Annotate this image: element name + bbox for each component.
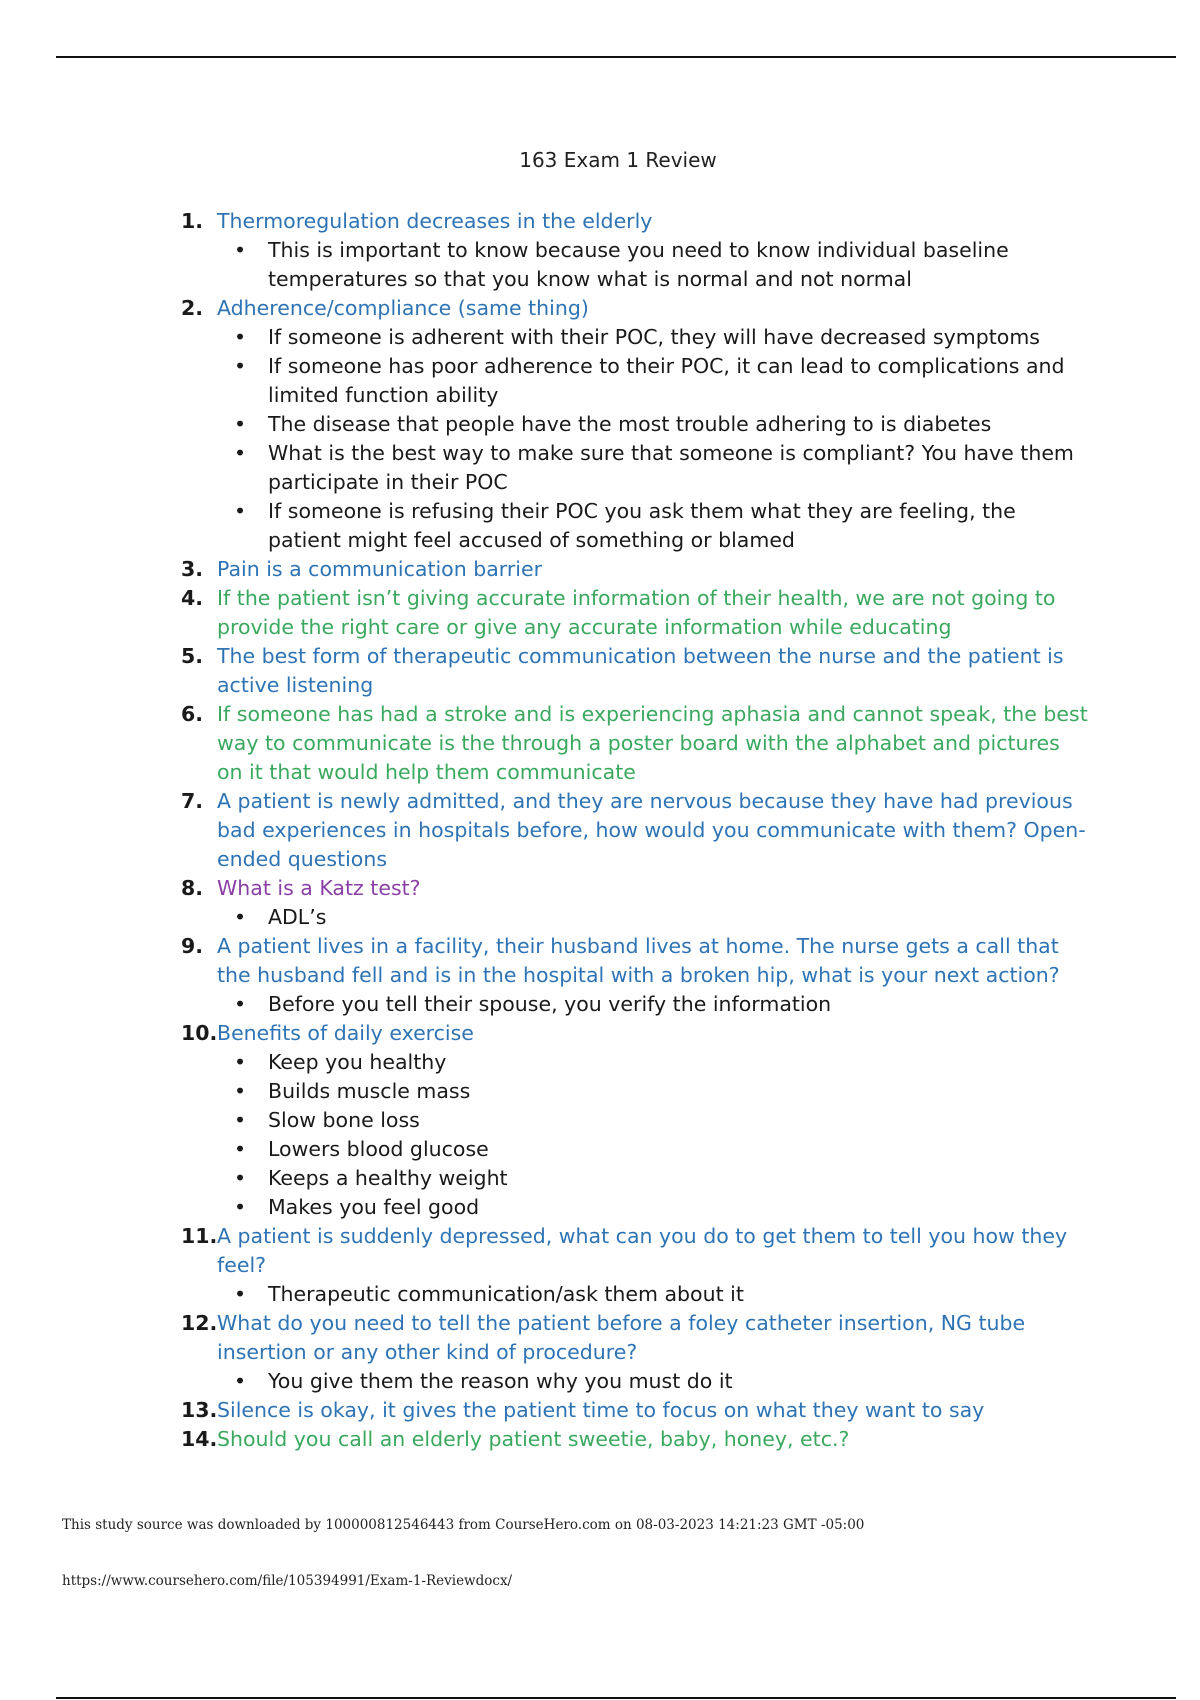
answer-bullet-list — [160, 1048, 1090, 1222]
question-number: 10. — [181, 1021, 218, 1045]
answer-bullet — [234, 410, 1090, 439]
question-text: A patient is suddenly depressed, what can you do to get them to tell you how they feel? — [217, 1224, 1068, 1277]
bullet-icon: • — [234, 1108, 247, 1132]
question-item — [160, 555, 1090, 584]
question-item — [160, 1222, 1090, 1280]
question-item — [160, 1396, 1090, 1425]
question-item — [160, 207, 1090, 236]
answer-bullet — [234, 1164, 1090, 1193]
question-number: 6. — [181, 702, 204, 726]
question-text: Adherence/compliance (same thing) — [217, 296, 589, 320]
answer-bullet — [234, 439, 1090, 497]
question-text: If someone has had a stroke and is experiencing aphasia and cannot speak, the best way to communicate is the through a poster board with the alphabet and pictures on it that would help them communicate — [217, 702, 1088, 784]
question-text: Silence is okay, it gives the patient time to focus on what they want to say — [217, 1398, 985, 1422]
answer-bullet-list — [160, 1280, 1090, 1309]
review-question-list — [160, 207, 1090, 1454]
answer-bullet — [234, 903, 1090, 932]
answer-text: If someone is refusing their POC you ask them what they are feeling, the patient might feel accused of something or blamed — [268, 499, 1016, 552]
answer-bullet — [234, 1106, 1090, 1135]
question-item — [160, 1019, 1090, 1048]
question-number: 4. — [181, 586, 204, 610]
question-text: Thermoregulation decreases in the elderly — [217, 209, 653, 233]
bullet-icon: • — [234, 1195, 247, 1219]
question-number: 14. — [181, 1427, 218, 1451]
bullet-icon: • — [234, 499, 247, 523]
question-number: 7. — [181, 789, 204, 813]
answer-text: Before you tell their spouse, you verify the information — [268, 992, 832, 1016]
question-item — [160, 932, 1090, 990]
answer-text: If someone has poor adherence to their POC, it can lead to complications and limited function ability — [268, 354, 1065, 407]
answer-bullet-list — [160, 323, 1090, 555]
bullet-icon: • — [234, 1137, 247, 1161]
answer-text: Keeps a healthy weight — [268, 1166, 508, 1190]
question-text: Benefits of daily exercise — [217, 1021, 474, 1045]
question-number: 12. — [181, 1311, 218, 1335]
answer-bullet — [234, 497, 1090, 555]
question-text: The best form of therapeutic communication between the nurse and the patient is active listening — [217, 644, 1064, 697]
question-text: A patient is newly admitted, and they are nervous because they have had previous bad experiences in hospitals before, how would you communicate with them? Open-ended questions — [217, 789, 1086, 871]
bottom-rule — [56, 1697, 1176, 1699]
question-item — [160, 584, 1090, 642]
question-item — [160, 874, 1090, 903]
answer-bullet-list — [160, 236, 1090, 294]
bullet-icon: • — [234, 441, 247, 465]
bullet-icon: • — [234, 1166, 247, 1190]
answer-bullet — [234, 1077, 1090, 1106]
question-number: 5. — [181, 644, 204, 668]
question-text: Pain is a communication barrier — [217, 557, 543, 581]
question-number: 9. — [181, 934, 204, 958]
answer-text: Slow bone loss — [268, 1108, 420, 1132]
answer-text: Keep you healthy — [268, 1050, 447, 1074]
answer-bullet — [234, 990, 1090, 1019]
answer-text: ADL’s — [268, 905, 327, 929]
answer-bullet — [234, 1367, 1090, 1396]
question-text: What is a Katz test? — [217, 876, 421, 900]
bullet-icon: • — [234, 1050, 247, 1074]
answer-text: Therapeutic communication/ask them about it — [268, 1282, 744, 1306]
question-item — [160, 700, 1090, 787]
answer-bullet — [234, 1193, 1090, 1222]
question-item — [160, 642, 1090, 700]
question-item — [160, 787, 1090, 874]
download-notice: This study source was downloaded by 100000812546443 from CourseHero.com on 08-03-2023 14:21:23 GMT -05:00 — [62, 1517, 865, 1533]
bullet-icon: • — [234, 238, 247, 262]
bullet-icon: • — [234, 905, 247, 929]
question-number: 13. — [181, 1398, 218, 1422]
question-number: 3. — [181, 557, 204, 581]
answer-text: Lowers blood glucose — [268, 1137, 489, 1161]
bullet-icon: • — [234, 1079, 247, 1103]
bullet-icon: • — [234, 354, 247, 378]
answer-bullet-list — [160, 990, 1090, 1019]
answer-bullet-list — [160, 1367, 1090, 1396]
bullet-icon: • — [234, 992, 247, 1016]
question-text: Should you call an elderly patient sweetie, baby, honey, etc.? — [217, 1427, 850, 1451]
question-number: 1. — [181, 209, 204, 233]
answer-bullet — [234, 1135, 1090, 1164]
question-text: What do you need to tell the patient before a foley catheter insertion, NG tube insertion or any other kind of procedure? — [217, 1311, 1026, 1364]
question-item — [160, 1425, 1090, 1454]
answer-bullet — [234, 1048, 1090, 1077]
bullet-icon: • — [234, 1282, 247, 1306]
document-title: 163 Exam 1 Review — [519, 148, 717, 172]
top-rule — [56, 56, 1176, 58]
answer-text: This is important to know because you need to know individual baseline temperatures so that you know what is normal and not normal — [268, 238, 1009, 291]
question-text: If the patient isn’t giving accurate information of their health, we are not going to provide the right care or give any accurate information while educating — [217, 586, 1056, 639]
answer-bullet — [234, 236, 1090, 294]
question-number: 8. — [181, 876, 204, 900]
answer-text: If someone is adherent with their POC, they will have decreased symptoms — [268, 325, 1040, 349]
question-text: A patient lives in a facility, their husband lives at home. The nurse gets a call that the husband fell and is in the hospital with a broken hip, what is your next action? — [217, 934, 1060, 987]
answer-bullet-list — [160, 903, 1090, 932]
question-item — [160, 294, 1090, 323]
answer-bullet — [234, 1280, 1090, 1309]
answer-bullet — [234, 323, 1090, 352]
question-item — [160, 1309, 1090, 1367]
bullet-icon: • — [234, 412, 247, 436]
question-number: 2. — [181, 296, 204, 320]
answer-text: What is the best way to make sure that someone is compliant? You have them participate in their POC — [268, 441, 1074, 494]
bullet-icon: • — [234, 325, 247, 349]
source-url: https://www.coursehero.com/file/105394991/Exam-1-Reviewdocx/ — [62, 1573, 513, 1589]
answer-text: You give them the reason why you must do it — [268, 1369, 733, 1393]
bullet-icon: • — [234, 1369, 247, 1393]
answer-text: The disease that people have the most trouble adhering to is diabetes — [268, 412, 992, 436]
answer-text: Builds muscle mass — [268, 1079, 471, 1103]
answer-bullet — [234, 352, 1090, 410]
question-number: 11. — [181, 1224, 218, 1248]
answer-text: Makes you feel good — [268, 1195, 480, 1219]
